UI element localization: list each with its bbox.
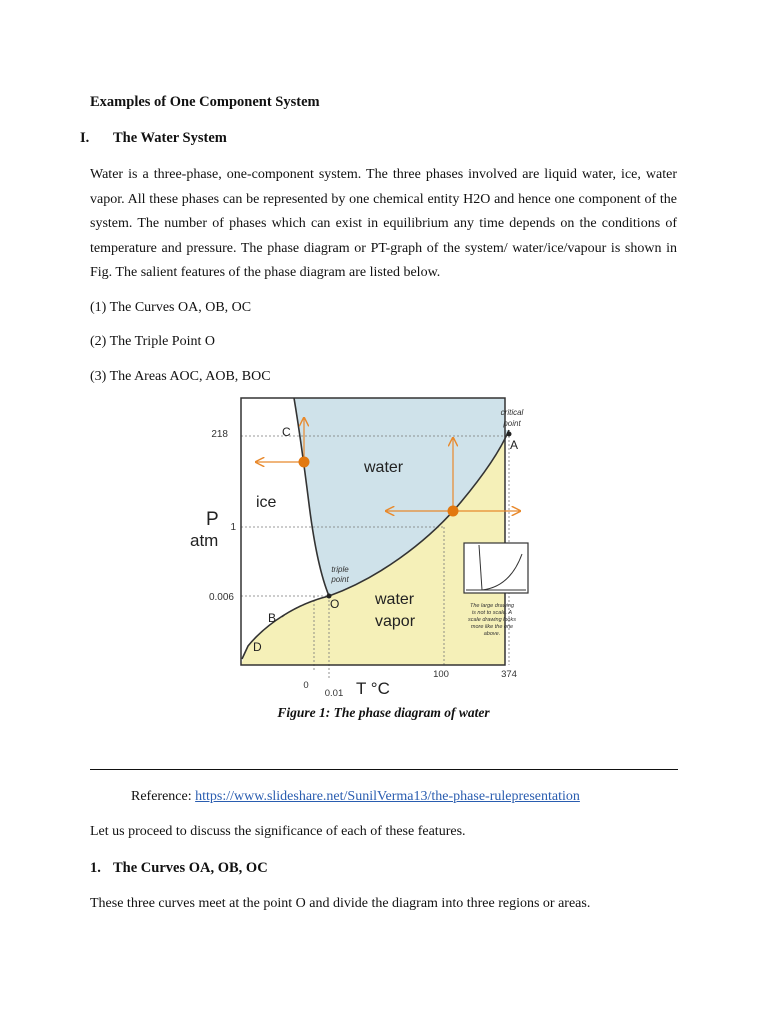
proceed-text: Let us proceed to discuss the significance of each of these features. <box>90 824 466 839</box>
y-tick-0006: 0.006 <box>208 592 234 603</box>
region-label-vapor-2: vapor <box>375 613 416 630</box>
note-line-1: The large drawing <box>469 603 515 609</box>
region-label-ice: ice <box>256 494 277 511</box>
curves-text: These three curves meet at the point O and divide the diagram into three regions or areas. <box>90 896 591 911</box>
section-title: Examples of One Component System <box>90 94 320 110</box>
feature-item-3: (3) The Areas AOC, AOB, BOC <box>90 369 271 384</box>
point-label-o: O <box>330 597 340 611</box>
point-label-d: D <box>253 640 262 654</box>
figure-caption: Figure 1: The phase diagram of water <box>277 705 490 720</box>
subsection-number: I. <box>80 130 90 146</box>
y-axis-label-p: P <box>206 509 219 530</box>
critical-point-marker <box>507 432 512 437</box>
triple-label-1: triple <box>331 565 349 574</box>
point-label-a: A <box>510 438 519 452</box>
triple-label-2: point <box>331 575 349 584</box>
region-label-water: water <box>364 459 404 476</box>
reference-line <box>131 789 580 805</box>
x-tick-374: 374 <box>501 669 517 680</box>
y-axis-label-atm: atm <box>190 531 219 550</box>
scale-inset <box>464 543 528 593</box>
note-line-3: scale drawing looks <box>468 617 516 623</box>
feature-item-1: (1) The Curves OA, OB, OC <box>90 300 252 315</box>
phase-diagram-figure <box>190 384 540 707</box>
x-tick-0: 0 <box>303 680 309 691</box>
point-label-b: B <box>268 611 277 625</box>
point-label-c: C <box>282 425 291 439</box>
region-label-vapor-1: water <box>375 591 415 608</box>
phase-diagram-svg <box>190 384 540 702</box>
note-line-4: more like the one <box>470 624 514 630</box>
footnote-divider <box>90 769 678 770</box>
critical-label-1: critical <box>500 408 524 417</box>
note-line-2: is not to scale. A <box>471 610 513 616</box>
reference-label: Reference: <box>131 789 196 804</box>
curves-heading-number: 1. <box>90 860 101 876</box>
feature-item-2: (2) The Triple Point O <box>90 334 215 349</box>
ice-water-point <box>299 457 310 468</box>
curves-heading <box>90 860 268 877</box>
curves-heading-title: The Curves OA, OB, OC <box>113 860 268 876</box>
x-tick-100: 100 <box>433 669 449 680</box>
note-line-5: above. <box>483 631 501 637</box>
water-vapor-point <box>448 506 459 517</box>
reference-link[interactable]: https://www.slideshare.net/SunilVerma13/the-phase-rulepresentation <box>195 789 580 804</box>
intro-paragraph: Water is a three-phase, one-component system. The three phases involved are liquid water, ice, water vapor. All these phases can be represented by one chemical entity H2O and hence one component of the system. The number of phases which can exist in equilibrium any time depends on the conditions of temperature and pressure. The phase diagram or PT-graph of the system/ water/ice/vapour is shown in Fig. The salient features of the phase diagram are listed below. <box>90 167 677 280</box>
subsection-title: The Water System <box>113 130 227 146</box>
critical-label-2: point <box>503 419 521 428</box>
y-tick-1: 1 <box>230 522 236 533</box>
x-axis-label: T °C <box>356 679 390 698</box>
y-tick-218: 218 <box>211 429 228 440</box>
x-tick-001: 0.01 <box>324 688 344 699</box>
subsection-heading <box>80 130 227 147</box>
